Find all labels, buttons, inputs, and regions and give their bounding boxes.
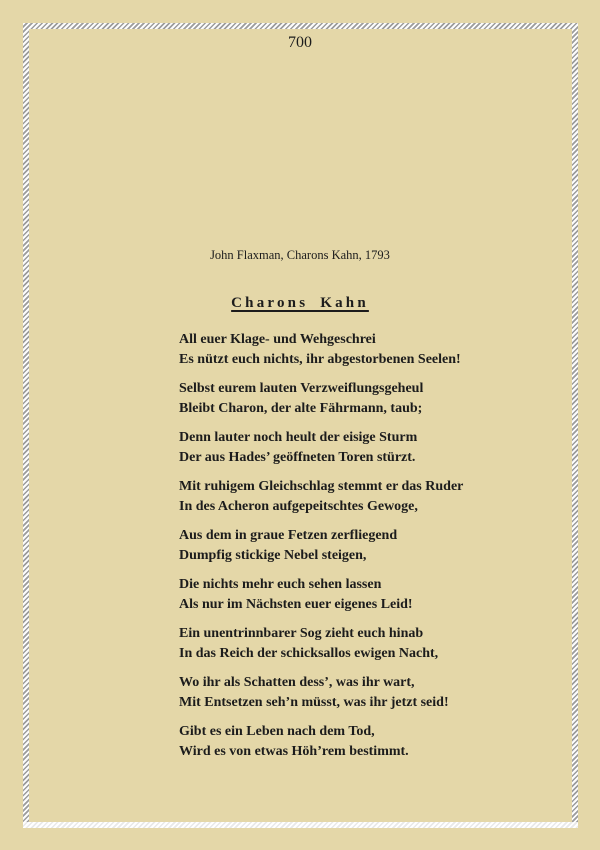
figure-placeholder [40, 55, 560, 240]
poem-line: Denn lauter noch heult der eisige Sturm [179, 430, 418, 445]
poem-stanza [179, 722, 463, 762]
page-number: 700 [288, 34, 312, 51]
poem-line: Gibt es ein Leben nach dem Tod, [179, 724, 375, 739]
poem-line: Wird es von etwas Höh’rem bestimmt. [179, 744, 409, 759]
poem-stanza [179, 526, 463, 566]
poem-line: Selbst eurem lauten Verzweiflungsgeheul [179, 381, 424, 396]
poem-line: Als nur im Nächsten euer eigenes Leid! [179, 597, 413, 612]
poem-line: All euer Klage- und Wehgeschrei [179, 332, 376, 347]
poem-stanza [179, 379, 463, 419]
poem-stanza [179, 575, 463, 615]
poem-line: Der aus Hades’ geöffneten Toren stürzt. [179, 450, 416, 465]
poem-stanza [179, 428, 463, 468]
poem-line: In das Reich der schicksallos ewigen Nacht, [179, 646, 439, 661]
poem-stanza [179, 624, 463, 664]
poem-line: Wo ihr als Schatten dess’, was ihr wart, [179, 675, 415, 690]
poem-line: In des Acheron aufgepeitschtes Gewoge, [179, 499, 418, 514]
poem-title: Charons Kahn [231, 295, 369, 311]
poem-line: Mit Entsetzen seh’n müsst, was ihr jetzt seid! [179, 695, 449, 710]
poem-line: Aus dem in graue Fetzen zerfliegend [179, 528, 398, 543]
poem-line: Die nichts mehr euch sehen lassen [179, 577, 382, 592]
poem-line: Mit ruhigem Gleichschlag stemmt er das Ruder [179, 479, 464, 494]
poem-stanza [179, 673, 463, 713]
figure-caption: John Flaxman, Charons Kahn, 1793 [210, 248, 390, 262]
poem-line: Bleibt Charon, der alte Fährmann, taub; [179, 401, 423, 416]
poem-line: Es nützt euch nichts, ihr abgestorbenen Seelen! [179, 352, 461, 367]
poem-line: Ein unentrinnbarer Sog zieht euch hinab [179, 626, 424, 641]
poem-stanza [179, 330, 463, 370]
poem-stanza [179, 477, 463, 517]
poem [179, 330, 463, 771]
poem-line: Dumpfig stickige Nebel steigen, [179, 548, 367, 563]
